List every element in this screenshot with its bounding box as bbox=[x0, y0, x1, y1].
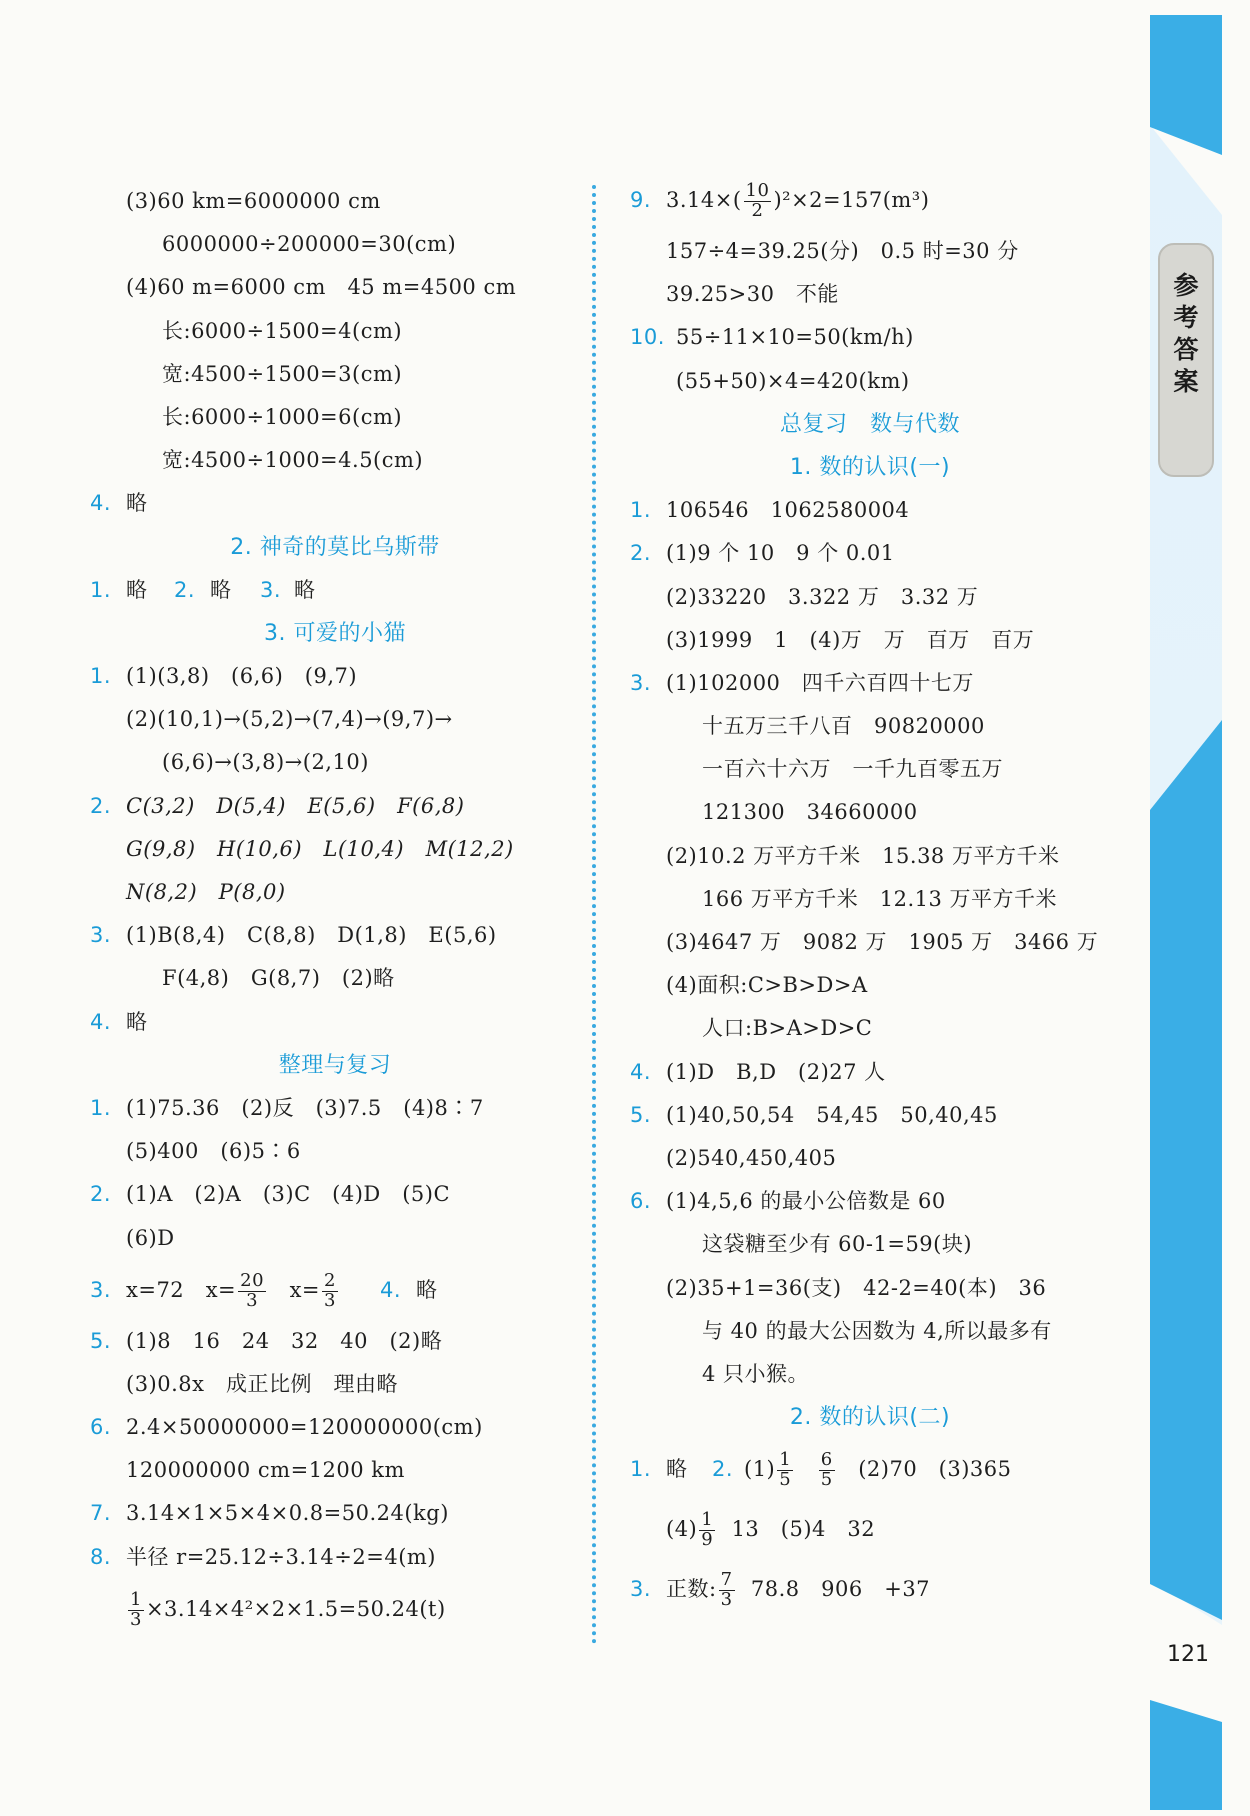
answer-line bbox=[630, 1267, 1110, 1310]
fraction-denominator: 2 bbox=[751, 200, 764, 221]
answer-text: 106546 1062580004 bbox=[666, 498, 910, 523]
fraction-numerator: 20 bbox=[240, 1269, 265, 1291]
answer-line bbox=[630, 273, 1110, 316]
answer-line bbox=[90, 1173, 580, 1216]
question-number: 4. bbox=[380, 1277, 402, 1302]
answer-text: 这袋糖至少有 60-1=59(块) bbox=[702, 1232, 973, 1257]
answer-text: 略 bbox=[210, 577, 232, 602]
section-line bbox=[90, 1044, 580, 1087]
answer-text: 2.4×50000000=120000000(cm) bbox=[126, 1415, 483, 1440]
fraction bbox=[744, 182, 772, 221]
answer-text: 十五万三千八百 90820000 bbox=[702, 714, 985, 739]
answer-text: 长:6000÷1500=4(cm) bbox=[162, 318, 403, 343]
side-band-main bbox=[1150, 720, 1222, 1620]
fraction-denominator: 3 bbox=[130, 1608, 142, 1630]
answer-text: 略 bbox=[126, 577, 148, 602]
fraction bbox=[128, 1588, 144, 1630]
section-line bbox=[90, 612, 580, 655]
question-number: 9. bbox=[630, 188, 652, 212]
answer-line bbox=[90, 914, 580, 957]
question-number: 6. bbox=[90, 1415, 112, 1440]
answer-line bbox=[630, 360, 1110, 403]
question-number: 4. bbox=[630, 1059, 652, 1084]
answer-text: G(9,8) H(10,6) L(10,4) M(12,2) bbox=[126, 836, 514, 861]
answer-line bbox=[90, 741, 580, 784]
answer-line bbox=[630, 489, 1110, 532]
question-number: 3. bbox=[90, 1277, 112, 1302]
fraction-numerator: 1 bbox=[701, 1509, 714, 1531]
equation-text: x= bbox=[289, 1277, 321, 1302]
answer-line bbox=[90, 396, 580, 439]
question-number: 3. bbox=[260, 577, 282, 602]
answer-text: (3)1999 1 (4)万 万 百万 百万 bbox=[666, 627, 1035, 652]
answer-text: 宽:4500÷1000=4.5(cm) bbox=[162, 448, 424, 473]
answer-text bbox=[126, 1260, 340, 1320]
answer-line bbox=[90, 1087, 580, 1130]
question-number: 5. bbox=[90, 1328, 112, 1353]
answer-text: (1)(3,8) (6,6) (9,7) bbox=[126, 664, 358, 689]
answer-text: C(3,2) D(5,4) E(5,6) F(6,8) bbox=[126, 793, 465, 818]
answer-text: (4)面积:C>B>D>A bbox=[666, 973, 868, 998]
answer-line bbox=[90, 957, 580, 1000]
answer-line bbox=[630, 619, 1110, 662]
answer-text: 宽:4500÷1500=3(cm) bbox=[162, 361, 403, 386]
answer-text: 长:6000÷1000=6(cm) bbox=[162, 404, 403, 429]
answer-line bbox=[630, 1439, 1110, 1499]
question-number: 8. bbox=[90, 1544, 112, 1569]
fraction bbox=[719, 1571, 735, 1610]
answer-line bbox=[630, 835, 1110, 878]
answer-line bbox=[630, 1180, 1110, 1223]
question-number: 4. bbox=[90, 491, 112, 516]
answer-line bbox=[90, 1449, 580, 1492]
answer-line bbox=[630, 662, 1110, 705]
fraction-numerator: 2 bbox=[324, 1269, 336, 1291]
question-number: 1. bbox=[630, 498, 652, 523]
answer-line bbox=[90, 1217, 580, 1260]
answer-text: 略 bbox=[294, 577, 316, 602]
question-number: 1. bbox=[90, 577, 112, 602]
section-title: 2. 神奇的莫比乌斯带 bbox=[230, 534, 440, 560]
fraction-denominator: 3 bbox=[324, 1289, 336, 1311]
section-title: 整理与复习 bbox=[278, 1052, 392, 1078]
answer-line bbox=[630, 748, 1110, 791]
answer-text: 人口:B>A>D>C bbox=[702, 1016, 873, 1041]
section-title: 1. 数的认识(一) bbox=[789, 454, 951, 480]
question-number: 3. bbox=[630, 670, 652, 695]
answer-line bbox=[630, 1137, 1110, 1180]
answer-text: 略 bbox=[416, 1277, 438, 1302]
answer-line bbox=[90, 1320, 580, 1363]
answer-line bbox=[630, 1223, 1110, 1266]
fraction-numerator: 6 bbox=[820, 1449, 833, 1471]
answer-text: (1)A (2)A (3)C (4)D (5)C bbox=[126, 1182, 451, 1207]
answer-text: N(8,2) P(8,0) bbox=[126, 880, 286, 904]
answer-text: (1)9 个 10 9 个 0.01 bbox=[666, 541, 895, 566]
section-title: 2. 数的认识(二) bbox=[789, 1405, 951, 1431]
answer-line bbox=[90, 1001, 580, 1044]
answer-line bbox=[630, 576, 1110, 619]
page-number: 121 bbox=[1167, 1642, 1209, 1667]
question-number: 2. bbox=[90, 793, 112, 818]
answer-line bbox=[630, 705, 1110, 748]
question-number: 2. bbox=[712, 1457, 734, 1482]
fraction-denominator: 3 bbox=[720, 1589, 733, 1611]
answer-text bbox=[126, 1579, 446, 1639]
answer-text: (1)8 16 24 32 40 (2)略 bbox=[126, 1328, 443, 1353]
answer-text: (3)60 km=6000000 cm bbox=[126, 189, 381, 213]
answer-line bbox=[630, 1310, 1110, 1353]
side-band-top bbox=[1150, 15, 1222, 155]
fraction bbox=[322, 1269, 338, 1311]
section-line bbox=[630, 403, 1110, 446]
answer-text: (1)75.36 (2)反 (3)7.5 (4)8∶7 bbox=[126, 1095, 484, 1120]
answer-text: (4)60 m=6000 cm 45 m=4500 cm bbox=[126, 275, 517, 300]
answer-line bbox=[90, 828, 580, 871]
answer-line bbox=[90, 266, 580, 309]
answer-line bbox=[90, 223, 580, 266]
fraction bbox=[699, 1511, 715, 1550]
answer-text: (1)B(8,4) C(8,8) D(1,8) E(5,6) bbox=[126, 923, 497, 948]
fraction bbox=[238, 1269, 266, 1311]
question-number: 3. bbox=[90, 923, 112, 948]
answer-text: (3)0.8x 成正比例 理由略 bbox=[126, 1371, 398, 1396]
answer-text: (55+50)×4=420(km) bbox=[676, 368, 910, 393]
answer-text: (1)D B,D (2)27 人 bbox=[666, 1059, 886, 1084]
answer-text: 157÷4=39.25(分) 0.5 时=30 分 bbox=[666, 239, 1019, 263]
side-tab-label bbox=[1158, 270, 1214, 398]
equation-text: (1) bbox=[744, 1457, 776, 1482]
answer-line bbox=[630, 1051, 1110, 1094]
equation-text: 13 (5)4 32 bbox=[731, 1517, 876, 1542]
answer-text: (2)10.2 万平方千米 15.38 万平方千米 bbox=[666, 843, 1060, 868]
fraction-numerator: 1 bbox=[130, 1588, 142, 1610]
answer-text: (2)(10,1)→(5,2)→(7,4)→(9,7)→ bbox=[126, 707, 453, 732]
answer-text: 一百六十六万 一千九百零五万 bbox=[702, 757, 1003, 782]
column-divider bbox=[592, 185, 596, 1645]
question-number: 2. bbox=[174, 577, 196, 602]
equation-text: x= bbox=[205, 1277, 237, 1302]
question-number: 2. bbox=[90, 1182, 112, 1207]
answer-text bbox=[744, 1439, 1012, 1499]
answer-text: (6)D bbox=[126, 1225, 175, 1250]
equation-text: ×3.14×4²×2×1.5=50.24(t) bbox=[145, 1596, 446, 1621]
section-title: 3. 可爱的小猫 bbox=[264, 620, 406, 646]
answer-line bbox=[90, 1260, 580, 1320]
answer-line bbox=[630, 1094, 1110, 1137]
question-number: 2. bbox=[630, 541, 652, 566]
answer-line bbox=[630, 316, 1110, 359]
left-column bbox=[90, 180, 580, 1639]
side-band-bottom bbox=[1150, 1700, 1222, 1810]
answer-text: (2)540,450,405 bbox=[666, 1145, 837, 1170]
question-number: 7. bbox=[90, 1501, 112, 1526]
answer-text bbox=[666, 170, 929, 230]
fraction-denominator: 5 bbox=[820, 1469, 833, 1491]
answer-text: F(4,8) G(8,7) (2)略 bbox=[162, 966, 395, 991]
equation-text: (4) bbox=[666, 1517, 698, 1542]
answer-text: 121300 34660000 bbox=[702, 800, 918, 825]
answer-line bbox=[90, 569, 580, 612]
answer-text: (2)33220 3.322 万 3.32 万 bbox=[666, 584, 979, 609]
answer-text: 39.25>30 不能 bbox=[666, 282, 839, 307]
fraction-numerator: 7 bbox=[720, 1569, 733, 1591]
answer-text: (1)40,50,54 54,45 50,40,45 bbox=[666, 1102, 998, 1127]
section-line bbox=[630, 446, 1110, 489]
answer-line bbox=[630, 230, 1110, 273]
answer-line bbox=[90, 1406, 580, 1449]
question-number: 1. bbox=[90, 664, 112, 689]
answer-line bbox=[630, 878, 1110, 921]
answer-line bbox=[630, 170, 1110, 230]
answer-line bbox=[90, 1130, 580, 1173]
answer-text bbox=[666, 1499, 875, 1559]
answer-line bbox=[90, 1363, 580, 1406]
answer-text: 55÷11×10=50(km/h) bbox=[676, 325, 914, 350]
question-number: 4. bbox=[90, 1009, 112, 1034]
answer-line bbox=[630, 1007, 1110, 1050]
equation-text: 78.8 906 +37 bbox=[750, 1577, 931, 1602]
answer-text: 略 bbox=[126, 1009, 148, 1034]
answer-text: (2)35+1=36(支) 42-2=40(本) 36 bbox=[666, 1275, 1047, 1300]
answer-text: 略 bbox=[666, 1457, 688, 1482]
equation-text: )²×2=157(m³) bbox=[773, 188, 930, 212]
answer-line bbox=[630, 791, 1110, 834]
answer-text: 半径 r=25.12÷3.14÷2=4(m) bbox=[126, 1544, 436, 1569]
answer-text: (5)400 (6)5∶6 bbox=[126, 1139, 301, 1164]
equation-text: (2)70 (3)365 bbox=[858, 1457, 1012, 1482]
answer-line bbox=[90, 698, 580, 741]
right-column bbox=[630, 180, 1110, 1619]
answer-text: 3.14×1×5×4×0.8=50.24(kg) bbox=[126, 1501, 449, 1526]
answer-text: 略 bbox=[126, 491, 148, 516]
answer-line bbox=[90, 482, 580, 525]
equation-text: 3.14×( bbox=[666, 188, 742, 212]
answer-line bbox=[630, 1499, 1110, 1559]
equation-text: 正数: bbox=[666, 1577, 717, 1602]
answer-text: 6000000÷200000=30(cm) bbox=[162, 232, 457, 257]
answer-text bbox=[666, 1559, 930, 1619]
answer-line bbox=[90, 1579, 580, 1639]
section-line bbox=[630, 1396, 1110, 1439]
answer-line bbox=[90, 353, 580, 396]
question-number: 5. bbox=[630, 1102, 652, 1127]
answer-line bbox=[90, 1536, 580, 1579]
question-number: 1. bbox=[90, 1095, 112, 1120]
answer-line bbox=[90, 310, 580, 353]
answer-line bbox=[630, 964, 1110, 1007]
answer-line bbox=[630, 1559, 1110, 1619]
answer-line bbox=[90, 785, 580, 828]
answer-line bbox=[90, 1492, 580, 1535]
fraction-denominator: 3 bbox=[246, 1289, 259, 1311]
answer-text: (1)4,5,6 的最小公倍数是 60 bbox=[666, 1189, 946, 1214]
fraction-numerator: 1 bbox=[779, 1449, 792, 1471]
fraction-denominator: 5 bbox=[779, 1469, 792, 1491]
equation-text: x=72 bbox=[126, 1277, 185, 1302]
answer-text: (1)102000 四千六百四十七万 bbox=[666, 670, 974, 695]
answer-line bbox=[630, 921, 1110, 964]
fraction-numerator: 10 bbox=[745, 180, 770, 202]
answer-line bbox=[630, 532, 1110, 575]
question-number: 6. bbox=[630, 1189, 652, 1214]
fraction bbox=[777, 1451, 793, 1490]
answer-text: (6,6)→(3,8)→(2,10) bbox=[162, 750, 369, 775]
answer-line bbox=[90, 180, 580, 223]
answer-text: 120000000 cm=1200 km bbox=[126, 1458, 405, 1483]
answer-line bbox=[90, 871, 580, 914]
side-tab-text: 参考答案 bbox=[1173, 271, 1199, 396]
fraction bbox=[819, 1451, 835, 1490]
answer-text: 与 40 的最大公因数为 4,所以最多有 bbox=[702, 1318, 1052, 1343]
answer-line bbox=[90, 655, 580, 698]
answer-text: 166 万平方千米 12.13 万平方千米 bbox=[702, 886, 1058, 911]
answer-text: 4 只小猴。 bbox=[702, 1361, 810, 1386]
answer-line bbox=[90, 439, 580, 482]
answer-line bbox=[630, 1353, 1110, 1396]
answer-text: (3)4647 万 9082 万 1905 万 3466 万 bbox=[666, 930, 1099, 954]
fraction-denominator: 9 bbox=[701, 1529, 714, 1551]
question-number: 1. bbox=[630, 1457, 652, 1482]
section-title: 总复习 数与代数 bbox=[779, 411, 960, 437]
section-line bbox=[90, 526, 580, 569]
question-number: 10. bbox=[630, 325, 665, 350]
question-number: 3. bbox=[630, 1577, 652, 1602]
